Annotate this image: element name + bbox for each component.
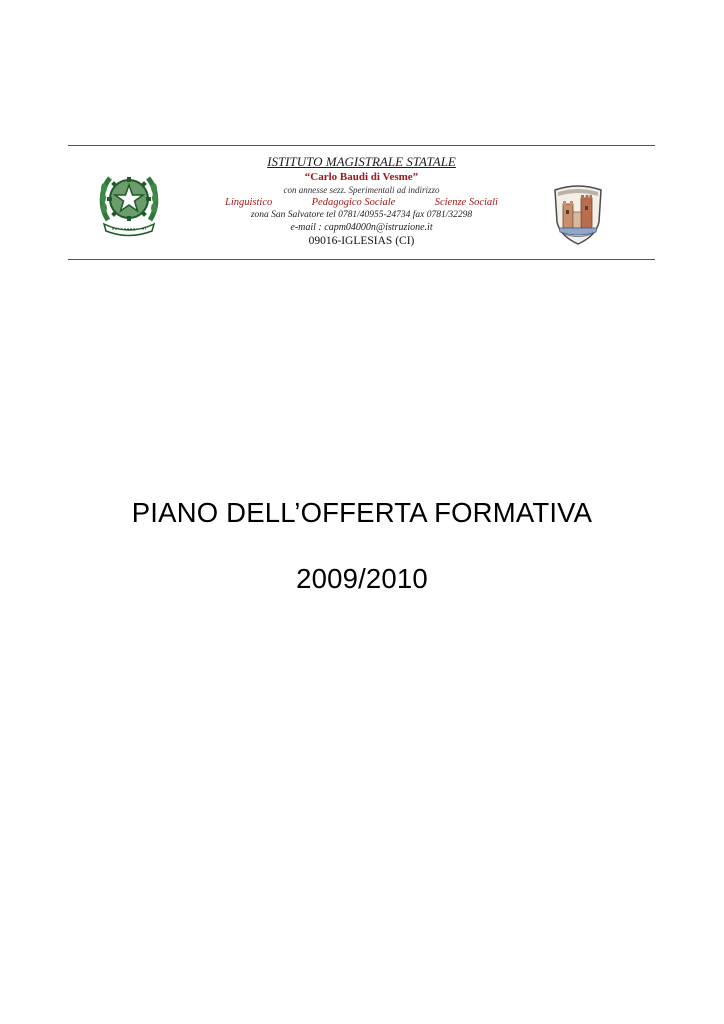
tracks-list xyxy=(218,196,505,209)
italian-republic-emblem-icon xyxy=(98,168,160,238)
email-line: e-mail : capm04000n@istruzione.it xyxy=(290,222,433,233)
document-year: 2009/2010 xyxy=(296,563,428,594)
contacts-line: zona San Salvatore tel 0781/40955-24734 fax 0781/32298 xyxy=(250,210,473,220)
iglesias-coat-of-arms-icon xyxy=(552,182,604,246)
city-line: 09016-IGLESIAS (CI) xyxy=(308,235,415,247)
letterhead xyxy=(68,146,655,259)
track-scienze-sociali: Scienze Sociali xyxy=(434,197,498,208)
document-title: PIANO DELL’OFFERTA FORMATIVA xyxy=(131,497,593,528)
header-bottom-rule xyxy=(68,259,655,260)
institute-dedication: “Carlo Baudi di Vesme” xyxy=(304,171,419,183)
institute-info xyxy=(218,154,505,249)
institute-name: ISTITUTO MAGISTRALE STATALE xyxy=(267,154,456,169)
annexes-note: con annesse sezz. Sperimentali ad indirizzo xyxy=(283,185,440,195)
track-pedagogico-sociale: Pedagogico Sociale xyxy=(311,197,396,208)
track-linguistico: Linguistico xyxy=(225,197,273,208)
